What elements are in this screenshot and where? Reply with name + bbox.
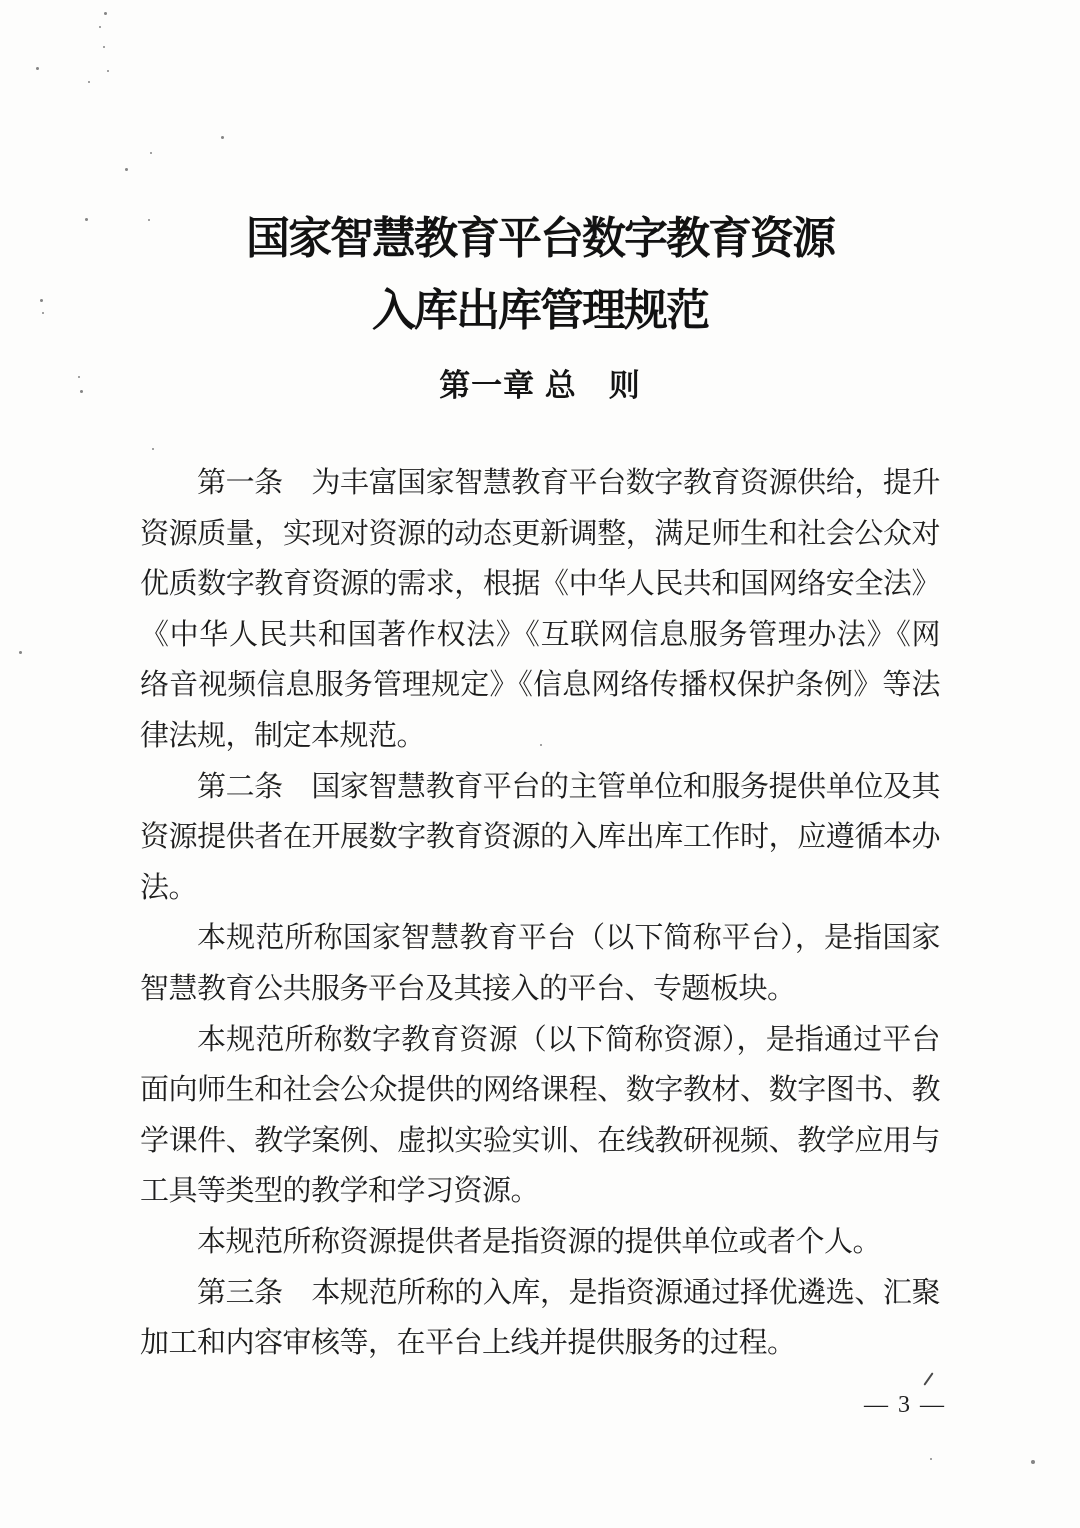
document-body <box>140 458 940 1369</box>
body-text-line: 络音视频信息服务管理规定》《信息网络传播权保护条例》等法 <box>140 669 940 702</box>
scan-speck <box>148 219 150 221</box>
scan-speck <box>36 67 39 70</box>
scan-speck <box>88 81 90 83</box>
document-title <box>0 203 1080 347</box>
scan-speck <box>150 152 152 154</box>
body-text-line: 律法规，制定本规范。 <box>140 719 426 752</box>
body-text-line: 工具等类型的教学和学习资源。 <box>140 1175 540 1208</box>
scan-speck <box>19 651 22 654</box>
body-text-line: 本规范所称资源提供者是指资源的提供单位或者个人。 <box>197 1225 882 1258</box>
body-text-line: 面向师生和社会公众提供的网络课程、数字教材、数字图书、教 <box>140 1074 940 1107</box>
scan-speck <box>40 299 43 302</box>
scan-speck <box>1031 1460 1035 1464</box>
body-text-line: 学课件、教学案例、虚拟实验实训、在线教研视频、教学应用与 <box>140 1124 940 1157</box>
body-text-line: 优质数字教育资源的需求，根据《中华人民共和国网络安全法》 <box>140 568 940 601</box>
scan-speck <box>99 26 101 28</box>
scan-speck <box>78 376 80 378</box>
body-text-line: 本规范所称数字教育资源（以下简称资源），是指通过平台 <box>197 1023 940 1056</box>
body-text-line: 本规范所称国家智慧教育平台（以下简称平台），是指国家 <box>197 922 940 955</box>
scan-speck <box>221 136 224 139</box>
pen-tick-mark <box>923 1372 933 1385</box>
chapter-heading: 第一章 总 则 <box>439 368 641 403</box>
body-text-line: 加工和内容审核等，在平台上线并提供服务的过程。 <box>140 1327 796 1360</box>
scan-speck <box>125 168 128 171</box>
body-text-line: 资源质量，实现对资源的动态更新调整，满足师生和社会公众对 <box>140 517 940 550</box>
scan-speck <box>107 70 109 72</box>
scan-speck <box>152 448 154 450</box>
body-text-line: 第二条 国家智慧教育平台的主管单位和服务提供单位及其 <box>197 770 940 803</box>
scan-speck <box>85 218 88 221</box>
scan-speck <box>42 312 44 314</box>
scan-speck <box>80 390 83 393</box>
body-text-line: 资源提供者在开展数字教育资源的入库出库工作时，应遵循本办 <box>140 821 940 854</box>
document-title-line2: 入库出库管理规范 <box>372 286 708 335</box>
body-text-line: 《中华人民共和国著作权法》《互联网信息服务管理办法》《网 <box>140 618 940 651</box>
page-number: — 3 — <box>864 1392 946 1418</box>
body-text-line: 第一条 为丰富国家智慧教育平台数字教育资源供给，提升 <box>197 467 940 499</box>
scan-speck <box>930 1458 932 1460</box>
body-text-line: 法。 <box>140 871 198 904</box>
scan-speck <box>103 46 105 48</box>
scan-speck <box>540 744 542 746</box>
body-text-line: 第三条 本规范所称的入库，是指资源通过择优遴选、汇聚 <box>197 1276 940 1309</box>
body-text-line: 智慧教育公共服务平台及其接入的平台、专题板块。 <box>140 972 796 1005</box>
document-title-line1: 国家智慧教育平台数字教育资源 <box>246 214 834 263</box>
scan-speck <box>104 12 107 15</box>
